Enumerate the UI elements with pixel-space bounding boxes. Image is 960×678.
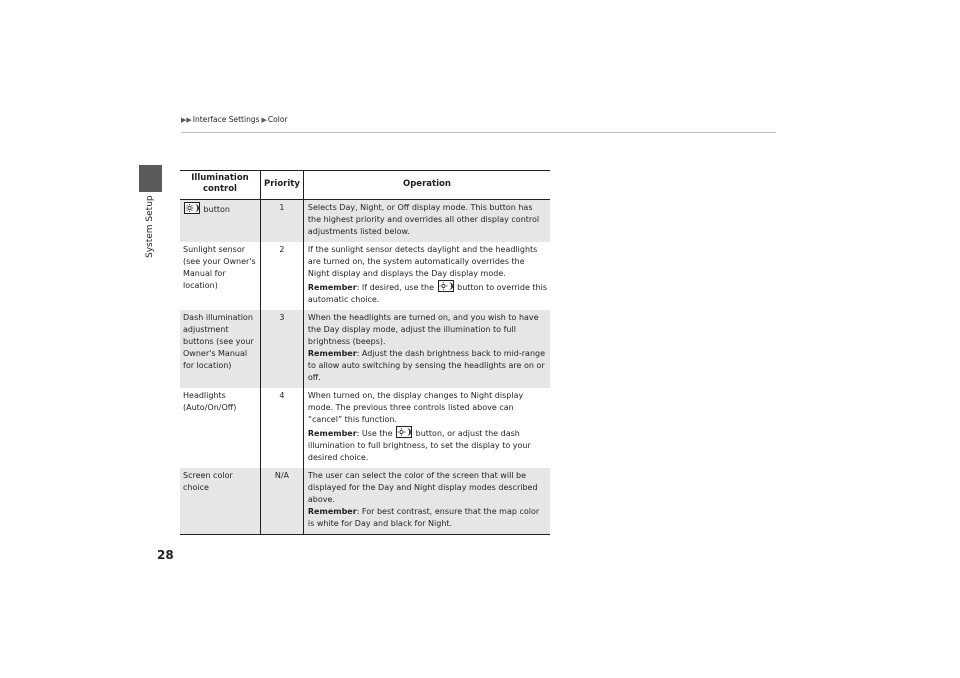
cell-priority: 4 bbox=[261, 388, 304, 468]
chevron-right-icon: ▶ bbox=[261, 115, 267, 124]
cell-operation bbox=[303, 310, 550, 388]
header-illumination-control: Illumination control bbox=[180, 171, 261, 200]
section-label: System Setup bbox=[145, 195, 155, 258]
operation-text: When turned on, the display changes to Night display mode. The previous three controls listed above can “cancel” this function. bbox=[307, 391, 524, 424]
page-number: 28 bbox=[157, 548, 174, 562]
table-header-row bbox=[180, 171, 550, 200]
day-night-icon bbox=[184, 202, 200, 214]
header-operation: Operation bbox=[303, 171, 550, 200]
table-row bbox=[180, 310, 550, 388]
section-tab bbox=[139, 165, 162, 192]
breadcrumb-item-color[interactable]: Color bbox=[267, 115, 288, 124]
table-row bbox=[180, 468, 550, 535]
operation-text: If the sunlight sensor detects daylight and the headlights are turned on, the system automatically overrides the Night display and displays the Day display mode. bbox=[307, 245, 538, 278]
operation-text: The user can select the color of the screen that will be displayed for the Day and Night display modes described above. bbox=[307, 471, 538, 504]
table-row bbox=[180, 242, 550, 310]
remember-label: Remember bbox=[307, 507, 357, 516]
control-label: button bbox=[203, 205, 230, 214]
cell-operation bbox=[303, 200, 550, 243]
cell-priority: 1 bbox=[261, 200, 304, 243]
remember-text: button to override this automatic choice. bbox=[307, 283, 548, 304]
cell-operation bbox=[303, 388, 550, 468]
day-night-icon bbox=[438, 280, 454, 292]
remember-label: Remember bbox=[307, 349, 357, 358]
table-row bbox=[180, 388, 550, 468]
remember-label: Remember bbox=[307, 283, 357, 292]
header-priority: Priority bbox=[261, 171, 304, 200]
cell-operation bbox=[303, 242, 550, 310]
remember-text: : Adjust the dash brightness back to mid-range to allow auto switching by sensing the headlights are on or off. bbox=[307, 349, 546, 382]
remember-text: : Use the bbox=[356, 429, 393, 438]
remember-text: : For best contrast, ensure that the map color is white for Day and black for Night. bbox=[307, 507, 540, 528]
breadcrumb bbox=[181, 115, 290, 124]
illumination-control-table bbox=[180, 170, 550, 535]
header-divider bbox=[181, 132, 776, 133]
cell-control: Headlights (Auto/On/Off) bbox=[180, 388, 261, 468]
breadcrumb-item-interface-settings[interactable]: Interface Settings bbox=[192, 115, 260, 124]
remember-label: Remember bbox=[307, 429, 357, 438]
cell-priority: 3 bbox=[261, 310, 304, 388]
chevron-right-icon: ▶▶ bbox=[181, 115, 192, 124]
operation-text: Selects Day, Night, or Off display mode. This button has the highest priority and overrides all other display control adjustments listed below. bbox=[307, 203, 540, 236]
cell-control bbox=[180, 200, 261, 243]
cell-priority: N/A bbox=[261, 468, 304, 535]
cell-control: Dash illumination adjustment buttons (see your Owner's Manual for location) bbox=[180, 310, 261, 388]
cell-priority: 2 bbox=[261, 242, 304, 310]
table-row bbox=[180, 200, 550, 243]
cell-control: Sunlight sensor (see your Owner's Manual for location) bbox=[180, 242, 261, 310]
operation-text: When the headlights are turned on, and you wish to have the Day display mode, adjust the illumination to full brightness (beeps). bbox=[307, 313, 539, 346]
cell-operation bbox=[303, 468, 550, 535]
cell-control: Screen color choice bbox=[180, 468, 261, 535]
remember-text: button, or adjust the dash illumination to full brightness, to set the display to your desired choice. bbox=[307, 429, 531, 462]
remember-text: : If desired, use the bbox=[356, 283, 435, 292]
day-night-icon bbox=[396, 426, 412, 438]
